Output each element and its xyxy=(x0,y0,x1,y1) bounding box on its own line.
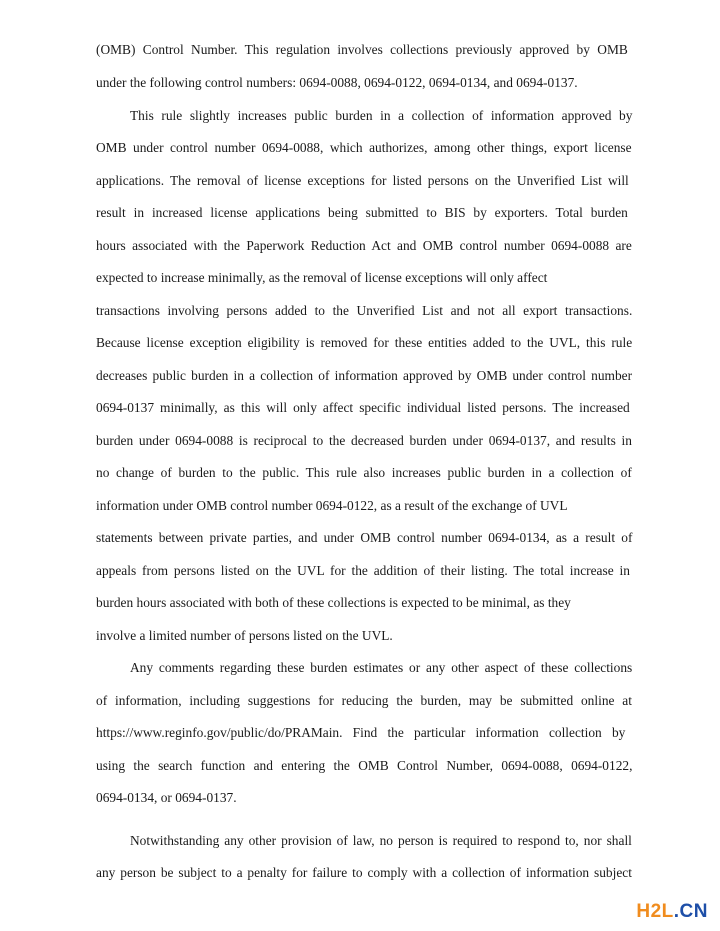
text-line: using the search function and entering the OMB Control Number, 0694-0088, 0694-0122, xyxy=(96,758,633,773)
text-line: 0694-0137 minimally, as this will only affect specific individual listed persons. The increased xyxy=(96,400,630,415)
text-line: decreases public burden in a collection of information approved by OMB under control number xyxy=(96,368,633,383)
text-line: appeals from persons listed on the UVL for the addition of their listing. The total increase in xyxy=(96,563,630,578)
text-line: statements between private parties, and under OMB control number 0694-0134, as a result of xyxy=(96,530,633,545)
text-line: under the following control numbers: 0694-0088, 0694-0122, 0694-0134, and 0694-0137. xyxy=(96,75,578,90)
text-line: no change of burden to the public. This rule also increases public burden in a collection of xyxy=(96,465,632,480)
watermark-cn: .CN xyxy=(673,901,708,922)
text-line: Because license exception eligibility is removed for these entities added to the UVL, this rule xyxy=(96,335,633,350)
text-line: of information, including suggestions for reducing the burden, may be submitted online at xyxy=(96,693,632,708)
text-line: burden under 0694-0088 is reciprocal to the decreased burden under 0694-0137, and results in xyxy=(96,433,632,448)
text-line: This rule slightly increases public burden in a collection of information approved by xyxy=(130,108,633,123)
text-line: expected to increase minimally, as the removal of license exceptions will only affect xyxy=(96,270,548,285)
text-line: transactions involving persons added to the Unverified List and not all export transactions. xyxy=(96,303,633,318)
text-line: applications. The removal of license exceptions for listed persons on the Unverified List will xyxy=(96,173,629,188)
watermark-h2l: H2L xyxy=(636,901,674,922)
text-line: Notwithstanding any other provision of law, no person is required to respond to, nor shall xyxy=(130,833,632,848)
text-line: 0694-0134, or 0694-0137. xyxy=(96,790,237,805)
text-line: hours associated with the Paperwork Reduction Act and OMB control number 0694-0088 are xyxy=(96,238,632,253)
text-line: result in increased license applications being submitted to BIS by exporters. Total burden xyxy=(96,205,628,220)
text-line: information under OMB control number 0694-0122, as a result of the exchange of UVL xyxy=(96,498,568,513)
text-line: Any comments regarding these burden estimates or any other aspect of these collections xyxy=(130,660,633,675)
text-line: https://www.reginfo.gov/public/do/PRAMain. Find the particular information collection by xyxy=(96,725,626,740)
text-line: OMB under control number 0694-0088, which authorizes, among other things, export license xyxy=(96,140,632,155)
text-line: (OMB) Control Number. This regulation involves collections previously approved by OMB xyxy=(96,42,628,57)
text-line: involve a limited number of persons listed on the UVL. xyxy=(96,628,393,643)
text-line: any person be subject to a penalty for failure to comply with a collection of information subject xyxy=(96,865,632,880)
text-line: burden hours associated with both of these collections is expected to be minimal, as they xyxy=(96,595,571,610)
site-watermark xyxy=(636,901,708,923)
